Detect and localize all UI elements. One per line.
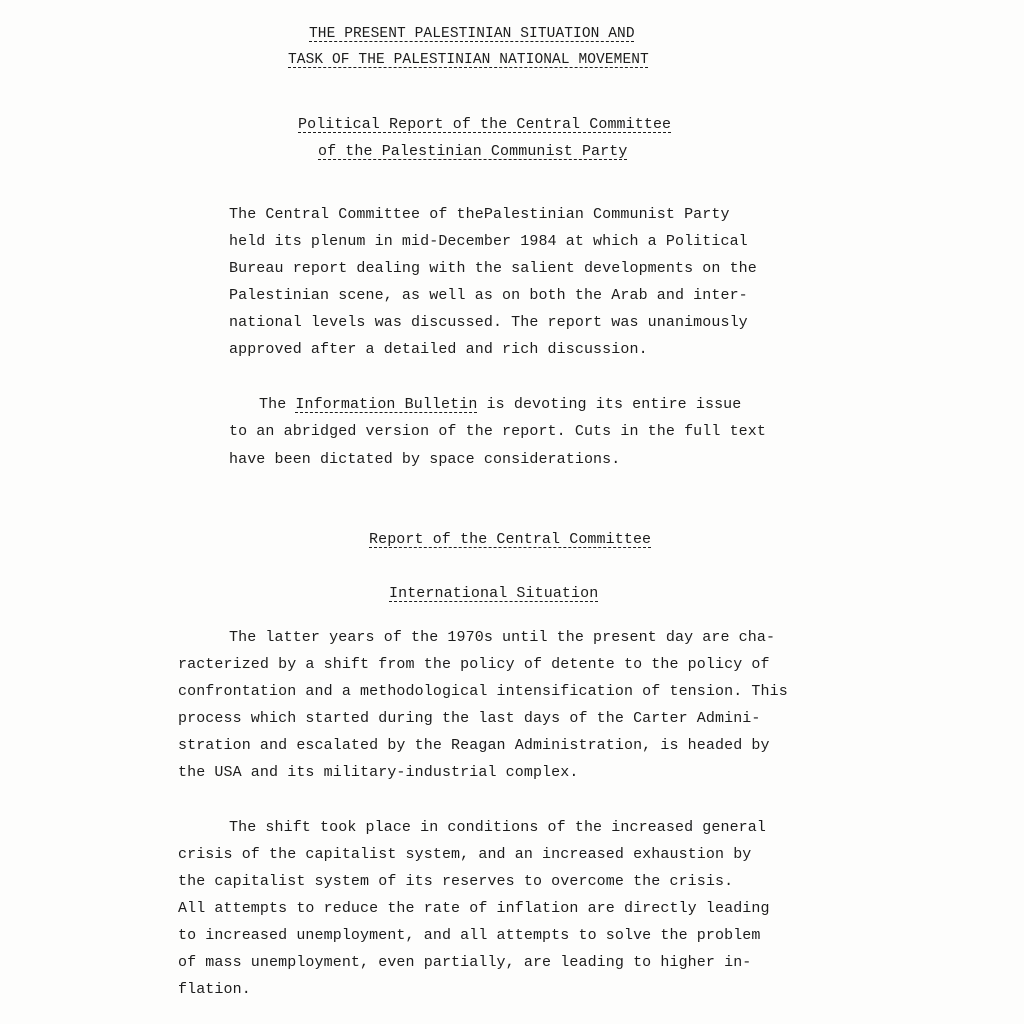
paragraph-1-line-5: stration and escalated by the Reagan Administration, is headed by bbox=[178, 737, 770, 754]
intro-line-3: Bureau report dealing with the salient developments on the bbox=[229, 260, 757, 277]
paragraph-2-line-4: All attempts to reduce the rate of inflation are directly leading bbox=[178, 900, 770, 917]
paragraph-2-line-5: to increased unemployment, and all attempts to solve the problem bbox=[178, 927, 761, 944]
subsection-heading: International Situation bbox=[389, 585, 599, 602]
bulletin-suffix: is devoting its entire issue bbox=[477, 396, 742, 413]
document-subtitle-line-1: Political Report of the Central Committee bbox=[298, 116, 672, 133]
paragraph-2-line-3: the capitalist system of its reserves to overcome the crisis. bbox=[178, 873, 734, 890]
document-subtitle-line-2: of the Palestinian Communist Party bbox=[318, 143, 628, 160]
intro-line-5: national levels was discussed. The report was unanimously bbox=[229, 314, 748, 331]
intro-line-4: Palestinian scene, as well as on both the Arab and inter- bbox=[229, 287, 748, 304]
bulletin-line-3: have been dictated by space considerations. bbox=[229, 451, 621, 468]
intro-line-2: held its plenum in mid-December 1984 at which a Political bbox=[229, 233, 748, 250]
paragraph-2-line-1: The shift took place in conditions of the increased general bbox=[229, 819, 766, 836]
paragraph-1-line-4: process which started during the last days of the Carter Admini- bbox=[178, 710, 761, 727]
bulletin-line-1 bbox=[259, 395, 741, 415]
paragraph-1-line-6: the USA and its military-industrial complex. bbox=[178, 764, 579, 781]
paragraph-2-line-7: flation. bbox=[178, 981, 251, 998]
document-title-line-1: THE PRESENT PALESTINIAN SITUATION AND bbox=[309, 26, 635, 42]
intro-line-6: approved after a detailed and rich discussion. bbox=[229, 341, 648, 358]
document-title-line-2: TASK OF THE PALESTINIAN NATIONAL MOVEMENT bbox=[288, 52, 649, 68]
publication-name: Information Bulletin bbox=[295, 396, 478, 413]
intro-line-1: The Central Committee of thePalestinian Communist Party bbox=[229, 206, 730, 223]
section-heading: Report of the Central Committee bbox=[369, 531, 652, 548]
paragraph-2-line-2: crisis of the capitalist system, and an increased exhaustion by bbox=[178, 846, 752, 863]
paragraph-1-line-1: The latter years of the 1970s until the present day are cha- bbox=[229, 629, 776, 646]
paragraph-1-line-3: confrontation and a methodological intensification of tension. This bbox=[178, 683, 788, 700]
bulletin-line-2: to an abridged version of the report. Cuts in the full text bbox=[229, 423, 766, 440]
paragraph-2-line-6: of mass unemployment, even partially, are leading to higher in- bbox=[178, 954, 752, 971]
bulletin-prefix: The bbox=[259, 396, 296, 413]
paragraph-1-line-2: racterized by a shift from the policy of detente to the policy of bbox=[178, 656, 770, 673]
